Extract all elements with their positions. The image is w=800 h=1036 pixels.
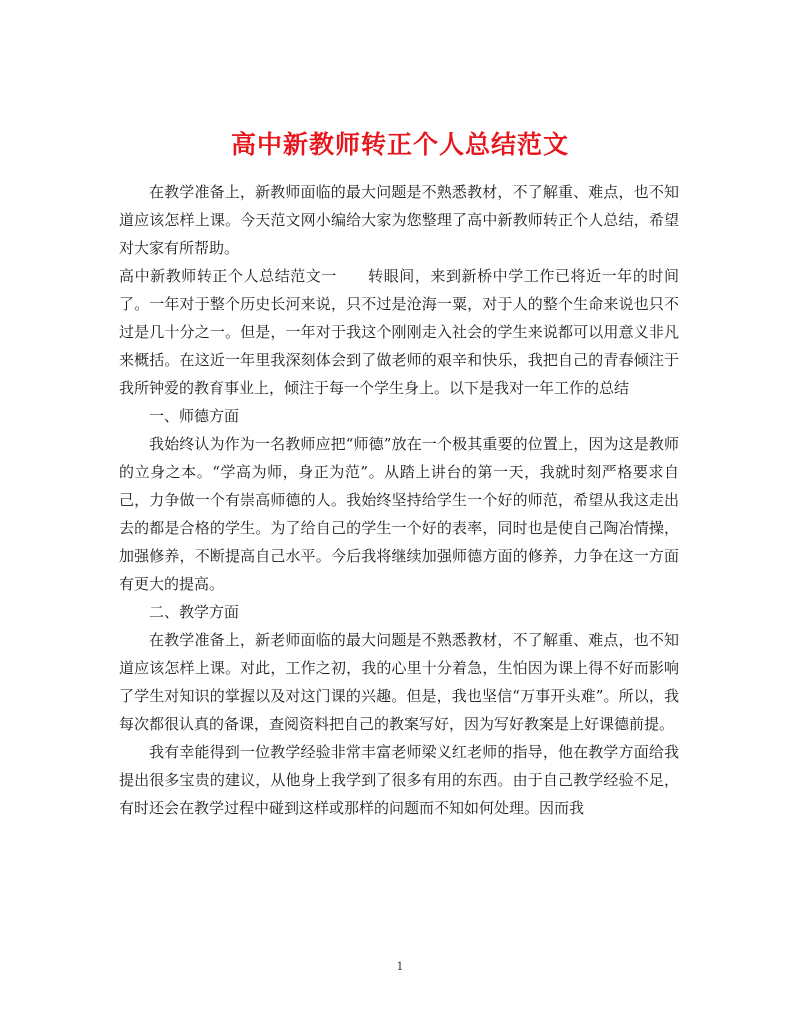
sample-gap bbox=[337, 267, 368, 285]
ethics-paragraph: 我始终认为作为一名教师应把“师德”放在一个极其重要的位置上，因为这是教师的立身之本。“学高为师，身正为范”。从踏上讲台的第一天，我就时刻严格要求自己，力争做一个有崇高师德的人。我始终坚持给学生一个好的师范，希望从我这走出去的都是合格的学生。为了给自己的学生一个好的表率，同时也是使自己陶冶情操，加强修养，不断提高自己水平。今后我将继续加强师德方面的修养，力争在这一方面有更大的提高。 bbox=[119, 435, 679, 593]
teaching-paragraph-2: 我有幸能得到一位教学经验非常丰富老师梁义红老师的指导，他在教学方面给我提出很多宝贵的建议，从他身上我学到了很多有用的东西。由于自己教学经验不足，有时还会在教学过程中碰到这样或那样的问题而不知如何处理。因而我 bbox=[119, 743, 679, 817]
intro-paragraph: 在教学准备上，新教师面临的最大问题是不熟悉教材，不了解重、难点，也不知道应该怎样上课。今天范文网小编给大家为您整理了高中新教师转正个人总结，希望对大家有所帮助。 bbox=[119, 183, 679, 257]
teaching-paragraph-1: 在教学准备上，新老师面临的最大问题是不熟悉教材，不了解重、难点，也不知道应该怎样上课。对此，工作之初，我的心里十分着急，生怕因为课上得不好而影响了学生对知识的掌握以及对这门课的兴趣。但是，我也坚信“万事开头难”。所以，我每次都很认真的备课，查阅资料把自己的教案写好，因为写好教案是上好课德前提。 bbox=[119, 631, 679, 733]
document-body bbox=[119, 178, 679, 822]
section-heading-ethics: 一、师德方面 bbox=[149, 407, 240, 425]
sample-heading: 高中新教师转正个人总结范文一 bbox=[119, 267, 337, 285]
sample-first-paragraph: 转眼间，来到新桥中学工作已将近一年的时间了。一年对于整个历史长河来说，只不过是沧海一粟，对于人的整个生命来说也只不过是几十分之一。但是，一年对于我这个刚刚走入社会的学生来说都可以用意义非凡来概括。在这近一年里我深刻体会到了做老师的艰辛和快乐，我把自己的青春倾注于我所钟爱的教育事业上，倾注于每一个学生身上。以下是我对一年工作的总结 bbox=[119, 267, 679, 397]
section-heading-teaching: 二、教学方面 bbox=[149, 603, 240, 621]
document-title: 高中新教师转正个人总结范文 bbox=[230, 129, 569, 159]
page-number: 1 bbox=[396, 960, 404, 973]
sample-paragraph bbox=[119, 262, 679, 402]
